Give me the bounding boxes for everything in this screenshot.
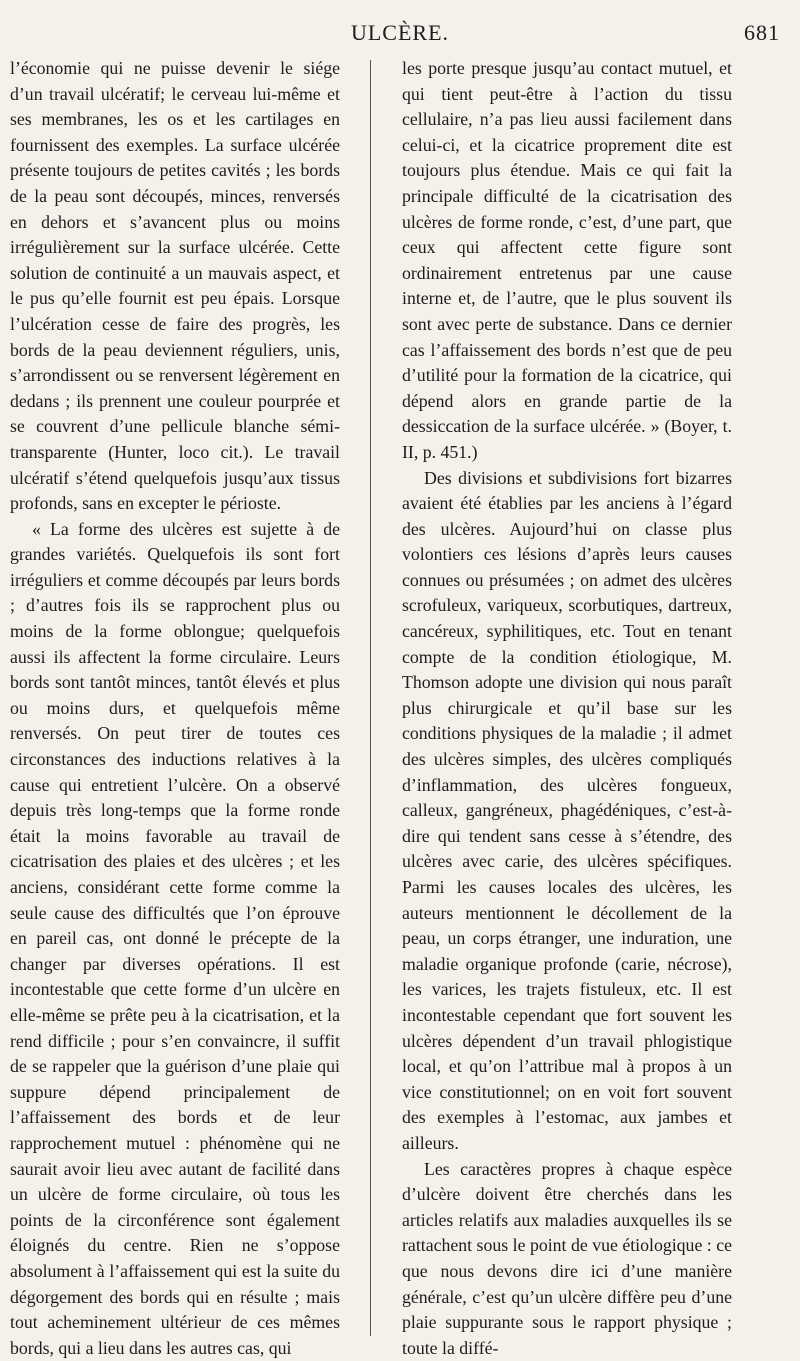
paragraph: « La forme des ulcères est sujette à de grandes variétés. Quelquefois ils sont fort irréguliers et comme découpés par leurs bords ; d’autres fois ils se rapprochent plus ou moins de la forme oblongue; quelquefois aussi ils affectent la forme circulaire. Leurs bords sont tantôt minces, tantôt élevés et plus ou moins durs, et quelquefois même renversés. On peut tirer de toutes ces circonstances des inductions relatives à la cause qui entretient l’ulcère. On a observé depuis très long-temps que la forme ronde était la moins favorable au travail de cicatrisation des plaies et des ulcères ; et les anciens, considérant cette forme comme la seule cause des difficultés que l’on éprouve en pareil cas, ont donné le précepte de la changer par diverses opérations. Il est incontestable que cette forme d’un ulcère en elle-même se prête peu à la cicatrisation, et la rend difficile ; pour s’en convaincre, il suffit de se rappeler que la guérison d’une plaie qui suppure dépend principalement de l’affaissement des bords et de leur rapprochement mutuel : phénomène qui ne saurait avoir lieu avec autant de facilité dans un ulcère de forme circulaire, où tous les points de la circonférence sont également éloignés du centre. Rien ne s’oppose absolument à l’affaissement qui est la suite du dégorgement des bords qui en résulte ; mais tout acheminement ultérieur de ces mêmes bords, qui a lieu dans les autres cas, qui [10, 518, 340, 1358]
column-divider [370, 60, 371, 1336]
paragraph: Des divisions et subdivisions fort bizarres avaient été établies par les anciens à l’égard des ulcères. Aujourd’hui on classe plus volontiers ces lésions d’après leurs causes connues ou présumées ; on admet des ulcères scrofuleux, variqueux, scorbutiques, dartreux, cancéreux, syphilitiques, etc. Tout en tenant compte de la condition étiologique, M. Thomson adopte une division qui nous paraît plus chirurgicale et qu’il base sur les conditions physiques de la maladie ; il admet des ulcères simples, des ulcères compliqués d’inflammation, des ulcères fongueux, calleux, gangréneux, phagédéniques, c’est-à-dire qui tendent sans cesse à s’étendre, des ulcères avec carie, des ulcères spécifiques. Parmi les causes locales des ulcères, les auteurs mentionnent le décollement de la peau, un corps étranger, une induration, une maladie organique profonde (carie, nécrose), les varices, les trajets fistuleux, etc. Il est incontestable cependant que fort souvent les ulcères dépendent d’un travail phlogistique local, et qu’on l’attribue mal à propos à un vice constitutionnel; on en voit fort souvent des exemples à l’estomac, aux jambes et ailleurs. [402, 467, 732, 1153]
left-column [10, 56, 340, 1361]
right-column [402, 56, 732, 1361]
running-title: ULCÈRE. [350, 20, 450, 45]
paragraph: les porte presque jusqu’au contact mutuel, et qui tient peut-être à l’action du tissu cellulaire, n’a pas lieu aussi facilement dans celui-ci, et la cicatrice proprement dite est toujours plus étendue. Mais ce qui fait la principale difficulté de la cicatrisation des ulcères de forme ronde, c’est, d’une part, que ceux qui affectent cette figure sont ordinairement entretenus par une cause interne et, de l’autre, que le plus souvent ils sont avec perte de substance. Dans ce dernier cas l’affaissement des bords n’est que de peu d’utilité pour la formation de la cicatrice, qui dépend alors en grande partie de la dessiccation de la surface ulcérée. » (Boyer, t. II, p. 451.) [402, 58, 732, 462]
page-number: 681 [744, 20, 780, 45]
paragraph: Les caractères propres à chaque espèce d’ulcère doivent être cherchés dans les articles relatifs aux maladies auxquelles ils se rattachent sous le point de vue étiologique : ce que nous devons dire ici d’une manière générale, c’est qu’un ulcère diffère peu d’une plaie suppurante sous le rapport physique ; toute la diffé- [402, 1158, 732, 1358]
page-header [20, 20, 780, 48]
paragraph: l’économie qui ne puisse devenir le siége d’un travail ulcératif; le cerveau lui-même et ses membranes, les os et les cartilages en fournissent des exemples. La surface ulcérée présente toujours de petites cavités ; les bords de la peau sont découpés, minces, renversés en dehors et s’avancent plus ou moins irrégulièrement sur la surface ulcérée. Cette solution de continuité a un mauvais aspect, et le pus qu’elle fournit est peu épais. Lorsque l’ulcération cesse de faire des progrès, les bords de la peau deviennent réguliers, unis, s’arrondissent ou se renversent légèrement en dedans ; ils prennent une couleur pourprée et se couvrent d’une pellicule blanche sémi-transparente (Hunter, loco cit.). Le travail ulcératif s’étend quelquefois jusqu’aux tissus profonds, sans en excepter le périoste. [10, 58, 340, 514]
